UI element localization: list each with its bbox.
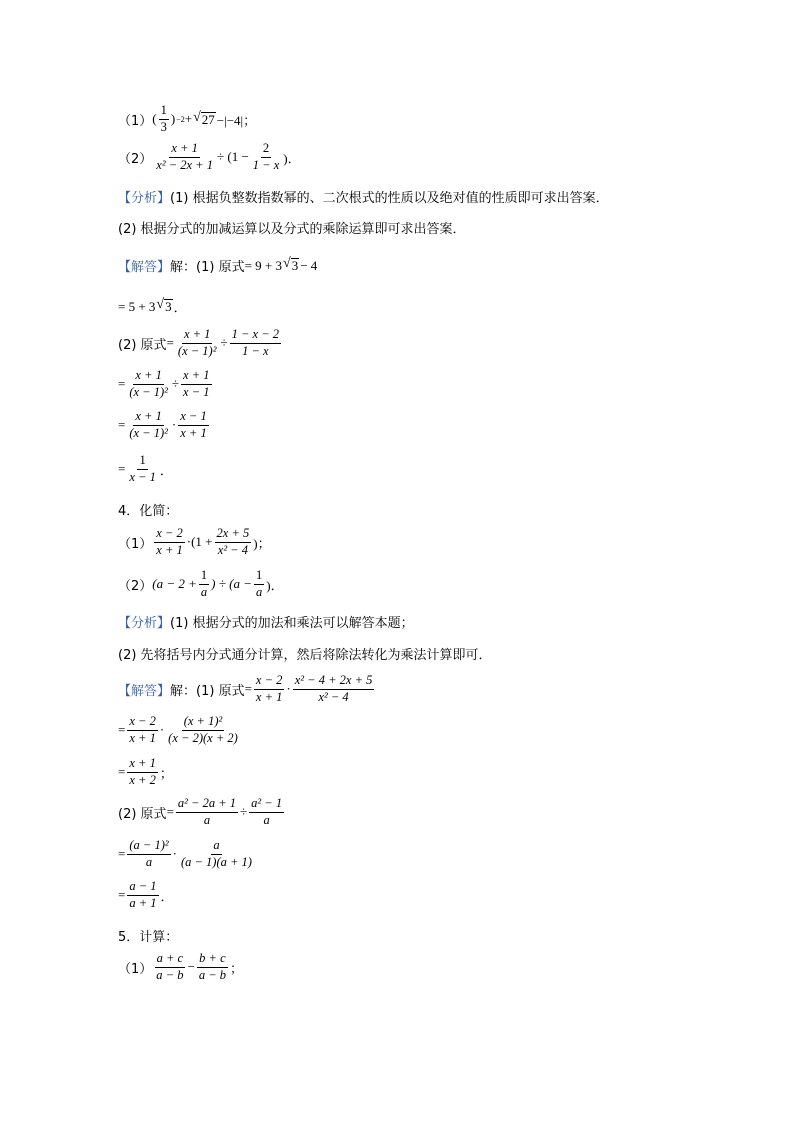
expression: − 4 [300,257,318,273]
solution-prefix: 解：(1) 原式 [170,683,245,699]
radicand: 3 [291,258,299,274]
fraction-numerator: x + 1 [182,328,212,344]
fraction-numerator: x + 1 [133,410,163,426]
p3-analysis-1 [118,187,609,206]
fraction [230,328,281,359]
operator: − [187,959,195,975]
expression-head: (a − 2 + [152,576,197,592]
fraction-numerator: x − 2 [254,674,284,690]
analysis-text: (1) 根据负整数指数幂的、二次根式的性质以及绝对值的性质即可求出答案． [170,191,609,206]
question-number: （1） [118,961,153,977]
fraction-denominator: x + 2 [129,772,156,787]
equals-sign: = [118,722,126,738]
fraction-numerator: x − 2 [127,715,157,731]
equals-sign: = [166,335,174,351]
operator: · [159,722,165,738]
fraction-denominator: x² − 2x + 1 [156,157,213,172]
operator: · [171,417,177,433]
operator: ÷ [171,376,180,392]
fraction [254,674,284,705]
fraction-denominator: a + 1 [129,895,157,910]
expression-tail: )． [266,577,284,593]
fraction-numerator: x − 2 [154,527,184,543]
expression-middle: ÷ (1 − [217,149,249,165]
fraction-numerator: 1 − x − 2 [230,328,281,344]
fraction-denominator: x − 1 [129,469,156,484]
p3-analysis-2 [118,218,466,237]
p4-solution-line-2 [118,715,242,746]
expression-tail: )； [253,535,271,551]
fraction [254,569,264,600]
fraction [251,142,281,173]
equals-sign: = [118,376,126,392]
exponent: −2 [176,114,185,124]
fraction [176,328,219,359]
fraction-denominator: (x − 1)² [177,343,217,358]
paren-close: ) [170,111,176,127]
radical-sign-icon: √ [193,110,201,126]
operator: · [286,681,291,697]
equals-sign: = [244,681,252,697]
fraction [215,527,252,558]
fraction [127,880,158,911]
fraction-denominator: 1 − x [252,157,280,172]
fraction-numerator: (a − 1)² [127,839,170,855]
paren-open: ( [152,111,157,127]
analysis-text: (2) 根据分式的加减运算以及分式的乘除运算即可求出答案． [118,222,466,237]
fraction-numerator: (x + 1)² [182,715,225,731]
p4-question-1 [118,527,271,558]
p3-solution-2-line-4 [118,454,173,485]
fraction-denominator: a [200,584,208,599]
expression-tail: ； [159,765,173,781]
fraction-denominator: a [203,812,211,827]
fraction-numerator: 2 [261,142,271,158]
p4-solution-line-1 [118,674,376,705]
fraction [179,839,254,870]
fraction-denominator: x + 1 [180,425,207,440]
fraction [176,797,238,828]
p3-question-2 [118,142,301,173]
fraction [127,410,170,441]
operator: ÷ [240,804,248,820]
p4-solution-line-6 [118,880,174,911]
radical-sign-icon: √ [283,256,291,272]
fraction [127,369,170,400]
fraction-denominator: a [145,854,153,869]
question-number: （2） [118,578,153,594]
fraction-numerator: x + 1 [181,369,211,385]
fraction-numerator: b + c [197,952,227,968]
fraction-denominator: (x − 2)(x + 2) [168,730,238,745]
fraction-numerator: x² − 4 + 2x + 5 [293,674,375,690]
fraction-numerator: x + 1 [127,757,157,773]
p3-solution-1 [118,256,317,275]
fraction-numerator: x + 1 [169,142,199,158]
fraction-denominator: x + 1 [156,542,183,557]
fraction [127,839,170,870]
p3-solution-2-line-3 [118,410,211,441]
radicand: 3 [165,299,172,315]
fraction-numerator: 1 [254,569,264,585]
sqrt-expression [156,298,172,314]
p4-analysis-2 [118,644,492,663]
p4-question-2 [118,569,284,600]
solution-prefix: (2) 原式 [118,337,167,353]
fraction-numerator: 1 [159,104,169,120]
fraction [159,104,169,135]
analysis-text: (1) 根据分式的加法和乘法可以解答本题； [170,616,414,631]
fraction [154,952,185,983]
fraction [127,454,157,485]
fraction-denominator: x + 1 [129,730,156,745]
problem-heading: 4．化简： [118,504,179,519]
equals-sign: = [118,846,126,862]
expression-tail: )． [283,150,301,166]
fraction [127,715,157,746]
fraction-denominator: x + 1 [255,689,283,704]
fraction-numerator: x − 1 [178,410,208,426]
fraction-denominator: a − b [156,967,184,982]
question-number: （1） [118,536,153,552]
question-number: （1） [118,113,153,129]
p5-heading [118,926,178,945]
analysis-tag: 【分析】 [118,191,171,206]
equals-sign: = [118,764,126,780]
sqrt-expression [193,111,216,127]
equals-sign: = [118,461,126,477]
expression-tail: ． [173,300,187,315]
fraction-denominator: (x − 1)² [129,425,168,440]
fraction [154,142,215,173]
p3-solution-1b [118,297,187,316]
radicand: 27 [201,112,215,128]
fraction-numerator: a − 1 [127,880,158,896]
fraction-numerator: a² − 2a + 1 [176,797,238,813]
operator: ÷ [220,335,228,351]
expression-tail: ． [160,888,174,904]
analysis-tag: 【分析】 [118,616,171,631]
equals-sign: = [118,417,126,433]
p4-heading [118,500,178,519]
fraction-numerator: 2x + 5 [215,527,252,543]
problem-heading: 5．计算： [118,930,179,945]
fraction-denominator: x² − 4 [318,689,349,704]
fraction-numerator: 1 [199,569,209,585]
fraction-denominator: a − b [198,967,226,982]
equals-sign: = [118,887,126,903]
operator: + [184,111,193,127]
p3-question-1 [118,104,256,135]
solution-prefix: (2) 原式 [118,806,167,822]
expression: = 5 + 3 [118,298,156,314]
p4-solution-line-3 [118,757,173,788]
p4-analysis-1 [118,612,414,631]
solution-tag: 【解答】 [118,683,171,699]
radical-sign-icon: √ [156,297,165,313]
fraction [293,674,375,705]
operator: · [172,846,177,862]
fraction-denominator: 3 [160,119,167,134]
fraction-numerator: 1 [137,454,147,470]
fraction-numerator: a² − 1 [249,797,284,813]
fraction-denominator: 1 − x [242,343,269,358]
fraction-denominator: (x − 1)² [129,384,168,399]
fraction-denominator: (a − 1)(a + 1) [180,854,252,869]
expression-middle: ·(1 + [186,534,213,550]
expression-middle: ) ÷ (a − [211,576,252,592]
fraction-denominator: a [263,812,270,827]
p3-solution-2-line-1 [118,328,283,359]
fraction [166,715,240,746]
fraction [249,797,284,828]
p5-question-1 [118,952,243,983]
fraction [127,757,157,788]
expression-tail: ； [230,960,244,976]
fraction [154,527,184,558]
fraction-denominator: a [255,584,263,599]
fraction-numerator: x + 1 [133,369,163,385]
p4-solution-line-5 [118,839,256,870]
sqrt-expression [283,257,299,273]
fraction-denominator: x − 1 [183,384,210,399]
fraction-numerator: a [211,839,221,855]
fraction [197,952,228,983]
fraction-numerator: a + c [155,952,185,968]
p4-solution-line-4 [118,797,286,828]
expression-tail: ． [159,462,173,478]
question-number: （2） [118,151,153,167]
fraction [178,410,208,441]
fraction [181,369,211,400]
solution-tag: 【解答】 [118,260,171,275]
fraction [199,569,209,600]
equals-sign: = [166,804,174,820]
expression-tail: −|−4|； [216,112,257,128]
fraction-denominator: x² − 4 [217,542,248,557]
analysis-text: (2) 先将括号内分式通分计算，然后将除法转化为乘法计算即可． [118,648,492,663]
solution-prefix: 解：(1) 原式 [170,260,245,275]
p3-solution-2-line-2 [118,369,214,400]
expression: = 9 + 3 [244,257,282,273]
